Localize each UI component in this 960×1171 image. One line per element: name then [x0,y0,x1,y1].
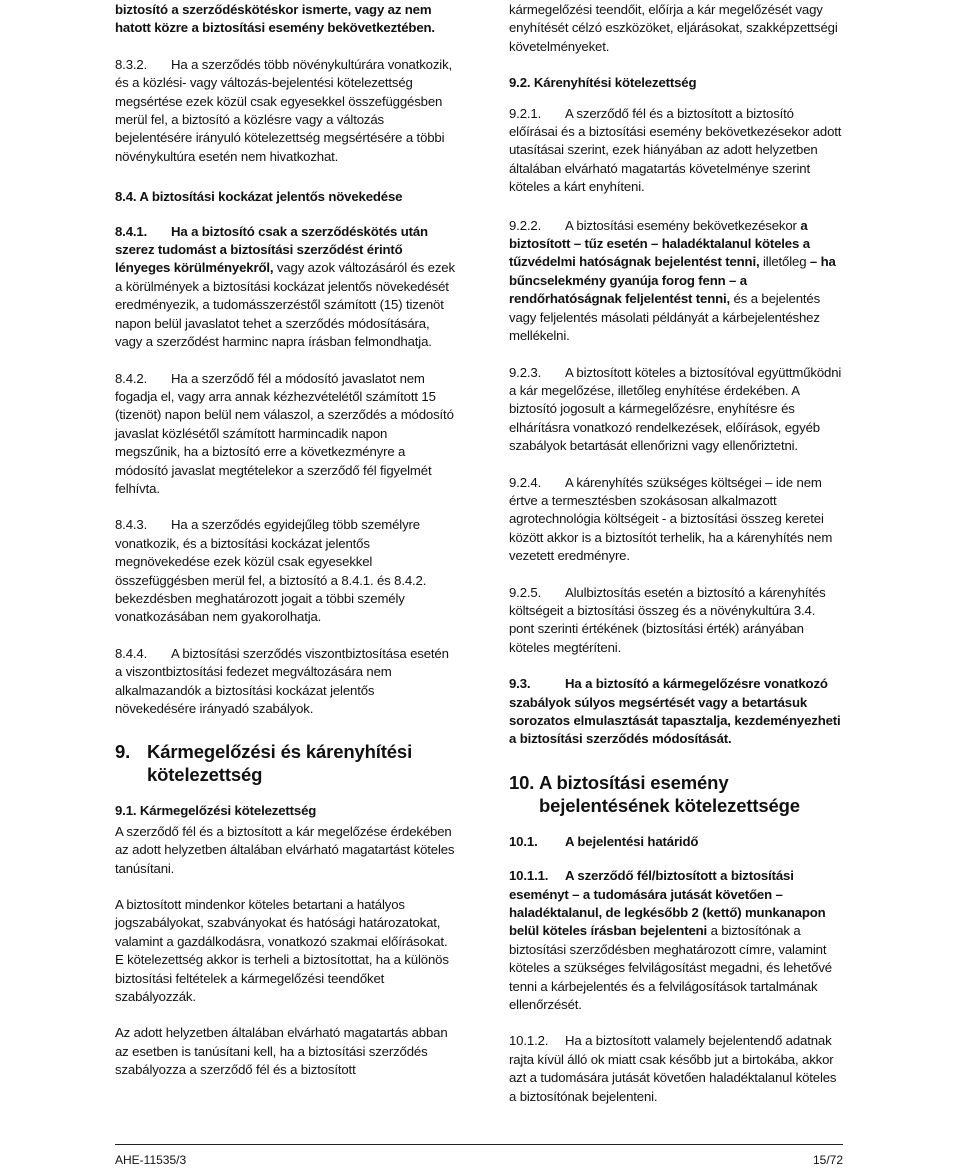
paragraph-9-1-c: Az adott helyzetben általában elvárható magatartás abban az esetben is tanúsítani kell, ha a biztosítási szerződés szabályozza a szerződő fél és a biztosított [115,1025,448,1078]
section-number: 8.4.4. [115,645,148,661]
section-text: Ha a szerződés egyidejűleg több személyre vonatkozik, és a biztosítási kockázat jelentős megnövekedése ezek közül csak egyesekkel összefüggésben merül fel, a biztosító a 8.4.1. és 8.4.2. bekezdésben meghatározott jogait a többi személy vonatkozásában nem gyakorolhatja. [115,517,427,625]
section-number: 9.2.2. [509,217,542,233]
section-9-3 [509,675,843,749]
section-number: 10.1. [509,833,538,849]
section-number: 8.4.2. [115,370,148,386]
section-10-1-2 [509,1032,843,1106]
section-number: 9.3. [509,676,531,692]
section-number: 8.4.3. [115,517,148,533]
section-8-3-2 [115,56,455,166]
section-text: illetőleg [759,254,810,270]
section-text: A biztosított köteles a biztosítóval együttműködni a kár megelőzése, illetőleg enyhítése érdekében. A biztosító jogosult a kármegelőzésre, enyhítésre és elhárításra vonatkozó rendelkezések, előírások, egyéb szabályok betartását ellenőrizni vagy ellenőriztetni. [509,364,842,454]
section-8-4-2 [115,370,455,499]
section-number: 9.2.1. [509,105,542,121]
page-number: 15/72 [812,1153,843,1167]
section-9-2-5 [509,584,843,658]
section-text: A kárenyhítés szükséges költségei – ide nem értve a termesztésben szokásosan alkalmazott agrotechnológia költségeit - a biztosítási összeg keretei között akkor is a biztosítót terhelik, ha a kárenyhítés nem vezetett eredményre. [509,474,833,564]
section-text: A szerződő fél és a biztosított a biztosító előírásai és a biztosítási esemény bekövetkezésekor adott utasításai szerint, ezek hiányában az adott helyzetben általában elvárható magatartás követelménye szerint köteles a kárt enyhíteni. [509,105,842,195]
heading-line-1: Kármegelőzési és kárenyhítési [147,741,413,763]
section-9-2-4 [509,474,843,566]
section-text: Ha a biztosított valamely bejelentendő adatnak rajta kívül álló ok miatt csak később jut a birtokába, akkor azt a tudomására jutását követően haladéktalanul köteles a biztosítónak bejelenteni. [509,1033,837,1104]
paragraph-9-1-b: A biztosított mindenkor köteles betartani a hatályos jogszabályokat, szabványokat és hatósági határozatokat, valamint a gazdálkodásra, vonatkozó szakmai előírásokat. E kötelezettség akkor is terheli a biztosítottat, ha a különös biztosítási feltételek a kármegelőzési teendőket szabályozzák. [115,897,449,1005]
right-column [509,1,843,1119]
section-text: Alulbiztosítás esetén a biztosító a kárenyhítés költségeit a biztosítási összeg és a növénykultúra 3.4. pont szerinti értékének (biztosítási érték) arányában köteles megtéríteni. [509,584,826,655]
intro-paragraph: biztosító a szerződéskötéskor ismerte, vagy az nem hatott közre a biztosítási esemény bekövetkeztében. [115,2,435,36]
section-8-4-3 [115,516,455,626]
heading-line-2: kötelezettség [147,764,263,786]
heading-10-1 [509,833,843,851]
section-text: A biztosítási szerződés viszontbiztosítása esetén a viszontbiztosítási fedezet megváltozására nem alkalmazandók a biztosítási kockázat jelentős növekedésére irányadó szabályok. [115,645,449,716]
section-10-1-1 [509,867,843,1014]
section-8-4-1 [115,223,455,352]
section-text: Ha a szerződő fél a módosító javaslatot nem fogadja el, vagy arra annak kézhezvételétől számított 15 (tizenöt) napon belül nem válaszol, a szerződés a módosító javaslat közlésétől számított harmincadik napon megszűnik, ha a biztosító erre a következményre a módosító javaslat megtételekor a szerződő fél figyelmét felhívta. [115,370,454,496]
heading-number: 10. [509,771,535,793]
section-9-2-2 [509,217,843,346]
heading-8-4: 8.4. A biztosítási kockázat jelentős növekedése [115,189,403,205]
section-number: 9.2.5. [509,584,542,600]
section-text: és a bejelentés vagy feljelentés másolati példányát a kárbejelentéshez mellékelni. [509,291,821,344]
heading-number: 9. [115,741,131,763]
document-code: AHE-11535/3 [115,1153,187,1167]
heading-9-2: 9.2. Kárenyhítési kötelezettség [509,75,697,91]
section-8-4-4 [115,645,455,719]
heading-9 [115,740,455,786]
heading-line-1: A biztosítási esemény [539,771,729,793]
heading-line-2: bejelentésének kötelezettsége [539,794,800,816]
section-bold-text: – ha bűncselekmény gyanúja forog fenn – a rendőrhatóságnak feljelentést tenni, [509,254,836,307]
section-number: 10.1.2. [509,1033,549,1049]
continuation-paragraph: kármegelőzési teendőit, előírja a kár megelőzését vagy enyhítését célzó eszközöket, eljárásokat, szakképzettségi követelményeket. [509,2,838,54]
heading-9-1: 9.1. Kármegelőzési kötelezettség [115,803,317,819]
section-number: 9.2.3. [509,364,542,380]
section-9-2-3 [509,364,843,456]
section-text: Ha a szerződés több növénykultúrára vonatkozik, és a közlési- vagy változás-bejelentési kötelezettség megsértése ezek közül csak egyesekkel összefüggésben merül fel, a biztosító a közlésre vagy a változás bejelentésére irányuló kötelezettség megsértésére a többi növénykultúra esetén nem hivatkozhat. [115,56,453,164]
section-9-2-1 [509,105,843,197]
heading-text: A bejelentési határidő [565,833,699,849]
section-number: 8.4.1. [115,223,148,239]
section-number: 9.2.4. [509,474,542,490]
section-number: 8.3.2. [115,56,148,72]
section-bold-text: Ha a biztosító csak a szerződéskötés után szerez tudomást a biztosítási szerződést érintő lényeges körülményekről, [115,223,428,276]
paragraph-9-1-a: A szerződő fél és a biztosított a kár megelőzése érdekében az adott helyzetben általában elvárható magatartást köteles tanúsítani. [115,823,455,876]
section-text: a biztosítónak a biztosítási szerződésben meghatározott címre, valamint köteles a szükséges felvilágosítást megadni, és lehetővé tenni a kárbejelentés és a felvilágosítások tartalmának ellenőrzését. [509,923,832,1013]
section-bold-text: Ha a biztosító a kármegelőzésre vonatkozó szabályok súlyos megsértését vagy a betartásuk sorozatos elmulasztását tapasztalja, kezdeményezheti a biztosítási szerződés módosítását. [509,676,841,747]
section-text: vagy azok változásáról és ezek a körülmények a biztosítási kockázat jelentős növekedését eredményezik, a tudomásszerzéstől számított (15) tizenöt napon belül javaslatot tehet a szerződés módosítására, vagy a szerződést harminc napra írásban felmondhatja. [115,260,455,350]
section-bold-text: A szerződő fél/biztosított a biztosítási eseményt – a tudomására jutását követően – haladéktalanul, de legkésőbb 2 (kettő) munkanapon belül köteles írásban bejelenteni [509,868,826,939]
heading-10 [509,771,843,817]
section-text: A biztosítási esemény bekövetkezésekor [565,217,801,233]
footer-divider [115,1144,843,1145]
section-bold-text: a biztosított – tűz esetén – haladéktalanul köteles a tűzvédelmi hatóságnak bejelentést tenni, [509,217,810,270]
section-number: 10.1.1. [509,868,549,884]
left-column [115,1,455,1093]
